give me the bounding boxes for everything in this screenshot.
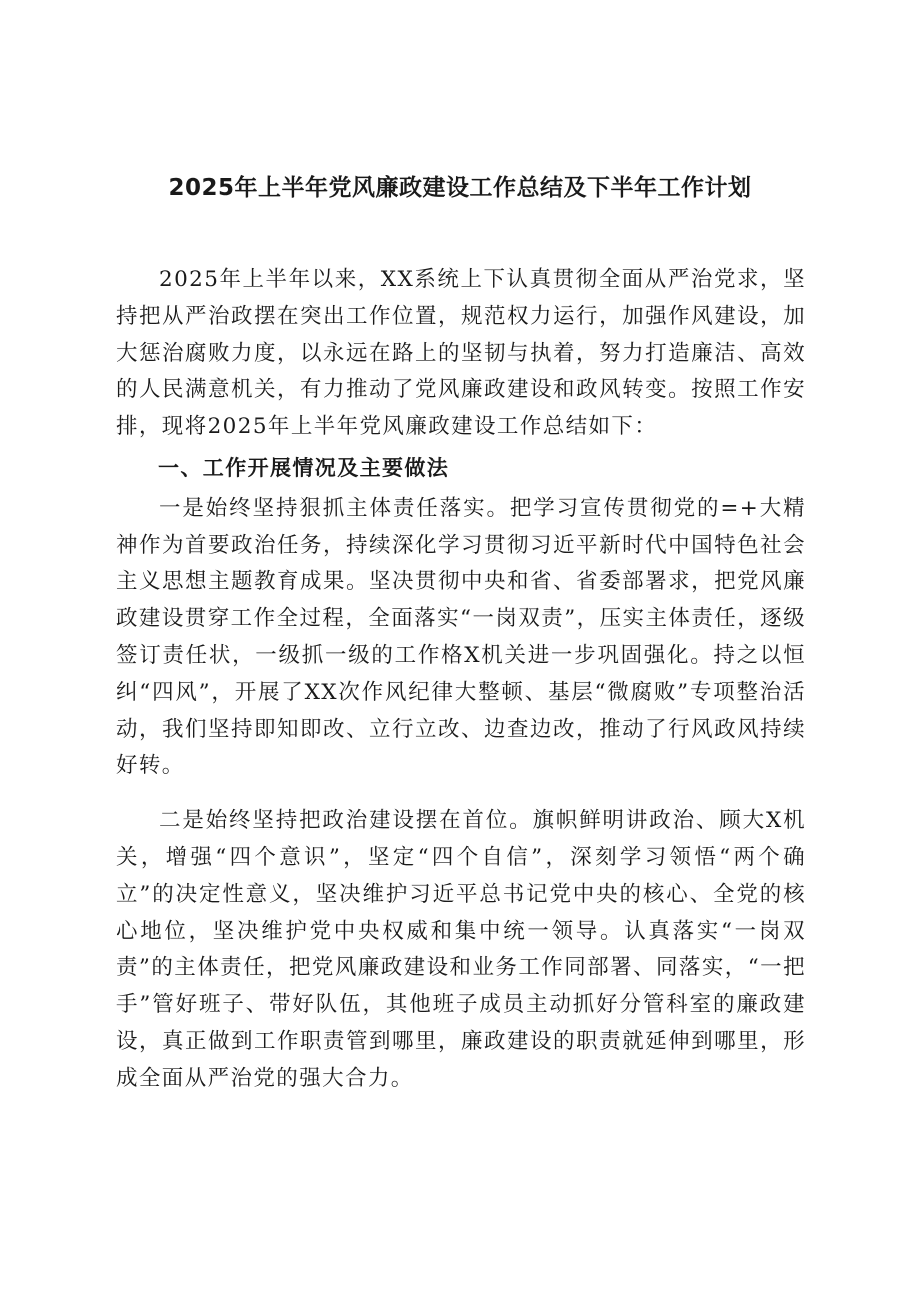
intro-paragraph: 2025年上半年以来，XX系统上下认真贯彻全面从严治党求，坚持把从严治政摆在突出工作位置，规范权力运行，加强作风建设，加大惩治腐败力度，以永远在路上的坚韧与执着，努力打造廉洁、高效的人民满意机关，有力推动了党风廉政建设和政风转变。按照工作安排，现将2025年上半年党风廉政建设工作总结如下：: [116, 267, 806, 440]
section-heading: 一、工作开展情况及主要做法: [158, 455, 450, 480]
document-title: 2025年上半年党风廉政建设工作总结及下半年工作计划: [168, 175, 752, 201]
body-paragraph-1: 一是始终坚持狠抓主体责任落实。把学习宣传贯彻党的=+大精神作为首要政治任务，持续深化学习贯彻习近平新时代中国特色社会主义思想主题教育成果。坚决贯彻中央和省、省委部署求，把党风廉政建设贯穿工作全过程，全面落实“一岗双责”，压实主体责任，逐级签订责任状，一级抓一级的工作格X机关进一步巩固强化。持之以恒纠“四风”，开展了XX次作风纪律大整顿、基层“微腐败”专项整治活动，我们坚持即知即改、立行立改、边查边改，推动了行风政风持续好转。: [116, 495, 806, 779]
body-paragraph-2: 二是始终坚持把政治建设摆在首位。旗帜鲜明讲政治、顾大X机关，增强“四个意识”，坚定“四个自信”，深刻学习领悟“两个确立”的决定性意义，坚决维护习近平总书记党中央的核心、全党的核心地位，坚决维护党中央权威和集中统一领导。认真落实“一岗双责”的主体责任，把党风廉政建设和业务工作同部署、同落实，“一把手”管好班子、带好队伍，其他班子成员主动抓好分管科室的廉政建设，真正做到工作职责管到哪里，廉政建设的职责就延伸到哪里，形成全面从严治党的强大合力。: [116, 808, 806, 1091]
document-body: [116, 262, 806, 1102]
